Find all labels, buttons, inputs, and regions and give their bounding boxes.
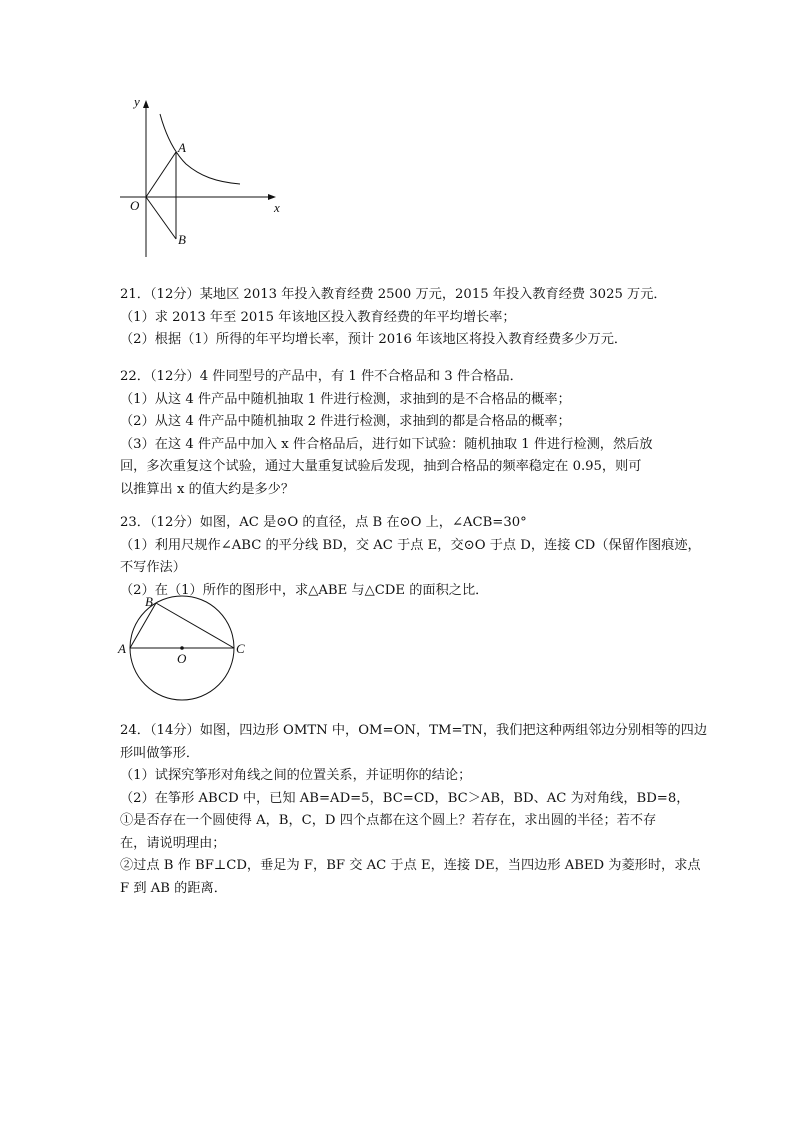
chord-BC bbox=[156, 603, 234, 648]
chord-AB bbox=[130, 603, 156, 648]
label-A: A bbox=[178, 140, 186, 155]
center-dot bbox=[180, 646, 184, 650]
q21-line: （1）求 2013 年至 2015 年该地区投入教育经费的年平均增长率； bbox=[120, 309, 516, 325]
label-origin: O bbox=[130, 198, 140, 213]
q24-line: ①是否存在一个圆使得 A，B，C，D 四个点都在这个圆上？若存在，求出圆的半径；若不存 bbox=[120, 813, 657, 828]
q24-line: （1）试探究筝形对角线之间的位置关系，并证明你的结论； bbox=[120, 768, 472, 783]
q22-line: （3）在这 4 件产品中加入 x 件合格品后，进行如下试验：随机抽取 1 件进行检测，然后放 bbox=[120, 436, 653, 452]
figure-hyperbola bbox=[110, 92, 290, 262]
hyperbola-curve bbox=[160, 114, 240, 184]
q24-line: ②过点 B 作 BF⊥CD，垂足为 F，BF 交 AC 于点 E，连接 DE，当四边形 ABED 为菱形时，求点 bbox=[120, 858, 701, 873]
label-B: B bbox=[145, 594, 153, 609]
question-23 bbox=[120, 512, 701, 602]
circle-diagram bbox=[116, 596, 251, 706]
label-C: C bbox=[236, 641, 245, 656]
label-x: x bbox=[274, 200, 280, 215]
q24-line: F 到 AB 的距离． bbox=[120, 880, 227, 896]
q24-line: 24．（14分）如图，四边形 OMTN 中，OM=ON，TM=TN，我们把这种两组邻边分别相等的四边 bbox=[120, 723, 708, 738]
question-24 bbox=[120, 720, 708, 900]
label-y: y bbox=[134, 94, 140, 109]
q21-line: （2）根据（1）所得的年平均增长率，预计 2016 年该地区将投入教育经费多少万元． bbox=[120, 332, 628, 347]
q23-line: 不写作法） bbox=[120, 560, 186, 575]
question-22 bbox=[120, 366, 680, 501]
hyperbola-graph bbox=[110, 92, 290, 262]
label-B: B bbox=[178, 232, 186, 247]
segment-OB bbox=[146, 197, 176, 239]
question-21 bbox=[120, 284, 680, 352]
q22-line: 22．（12分）4 件同型号的产品中，有 1 件不合格品和 3 件合格品． bbox=[120, 369, 523, 384]
label-O: O bbox=[177, 651, 187, 666]
q23-line: 23．（12分）如图，AC 是⊙O 的直径，点 B 在⊙O 上，∠ACB=30° bbox=[120, 515, 527, 530]
q24-line: （2）在筝形 ABCD 中，已知 AB=AD=5，BC=CD，BC＞AB，BD、AC 为对角线，BD=8， bbox=[120, 790, 690, 806]
label-A: A bbox=[118, 641, 126, 656]
q22-line: 回，多次重复这个试验，通过大量重复试验后发现，抽到合格品的频率稳定在 0.95，则可 bbox=[120, 459, 642, 474]
q21-line: 21．（12分）某地区 2013 年投入教育经费 2500 万元，2015 年投入教育经费 3025 万元． bbox=[120, 287, 667, 302]
q22-line: 以推算出 x 的值大约是多少？ bbox=[120, 481, 295, 497]
q22-line: （1）从这 4 件产品中随机抽取 1 件进行检测，求抽到的是不合格品的概率； bbox=[120, 391, 571, 407]
q24-line: 形叫做筝形． bbox=[120, 745, 200, 761]
segment-OA bbox=[146, 152, 176, 197]
figure-circle bbox=[116, 596, 251, 706]
q23-line: （1）利用尺规作∠ABC 的平分线 BD，交 AC 于点 E，交⊙O 于点 D，连接 CD（保留作图痕迹， bbox=[120, 537, 701, 553]
q24-line: 在，请说明理由； bbox=[120, 835, 226, 851]
q23-line: （2）在（1）所作的图形中，求△ABE 与△CDE 的面积之比． bbox=[120, 582, 489, 598]
q22-line: （2）从这 4 件产品中随机抽取 2 件进行检测，求抽到的都是合格品的概率； bbox=[120, 414, 571, 429]
y-axis-arrow bbox=[143, 100, 149, 108]
